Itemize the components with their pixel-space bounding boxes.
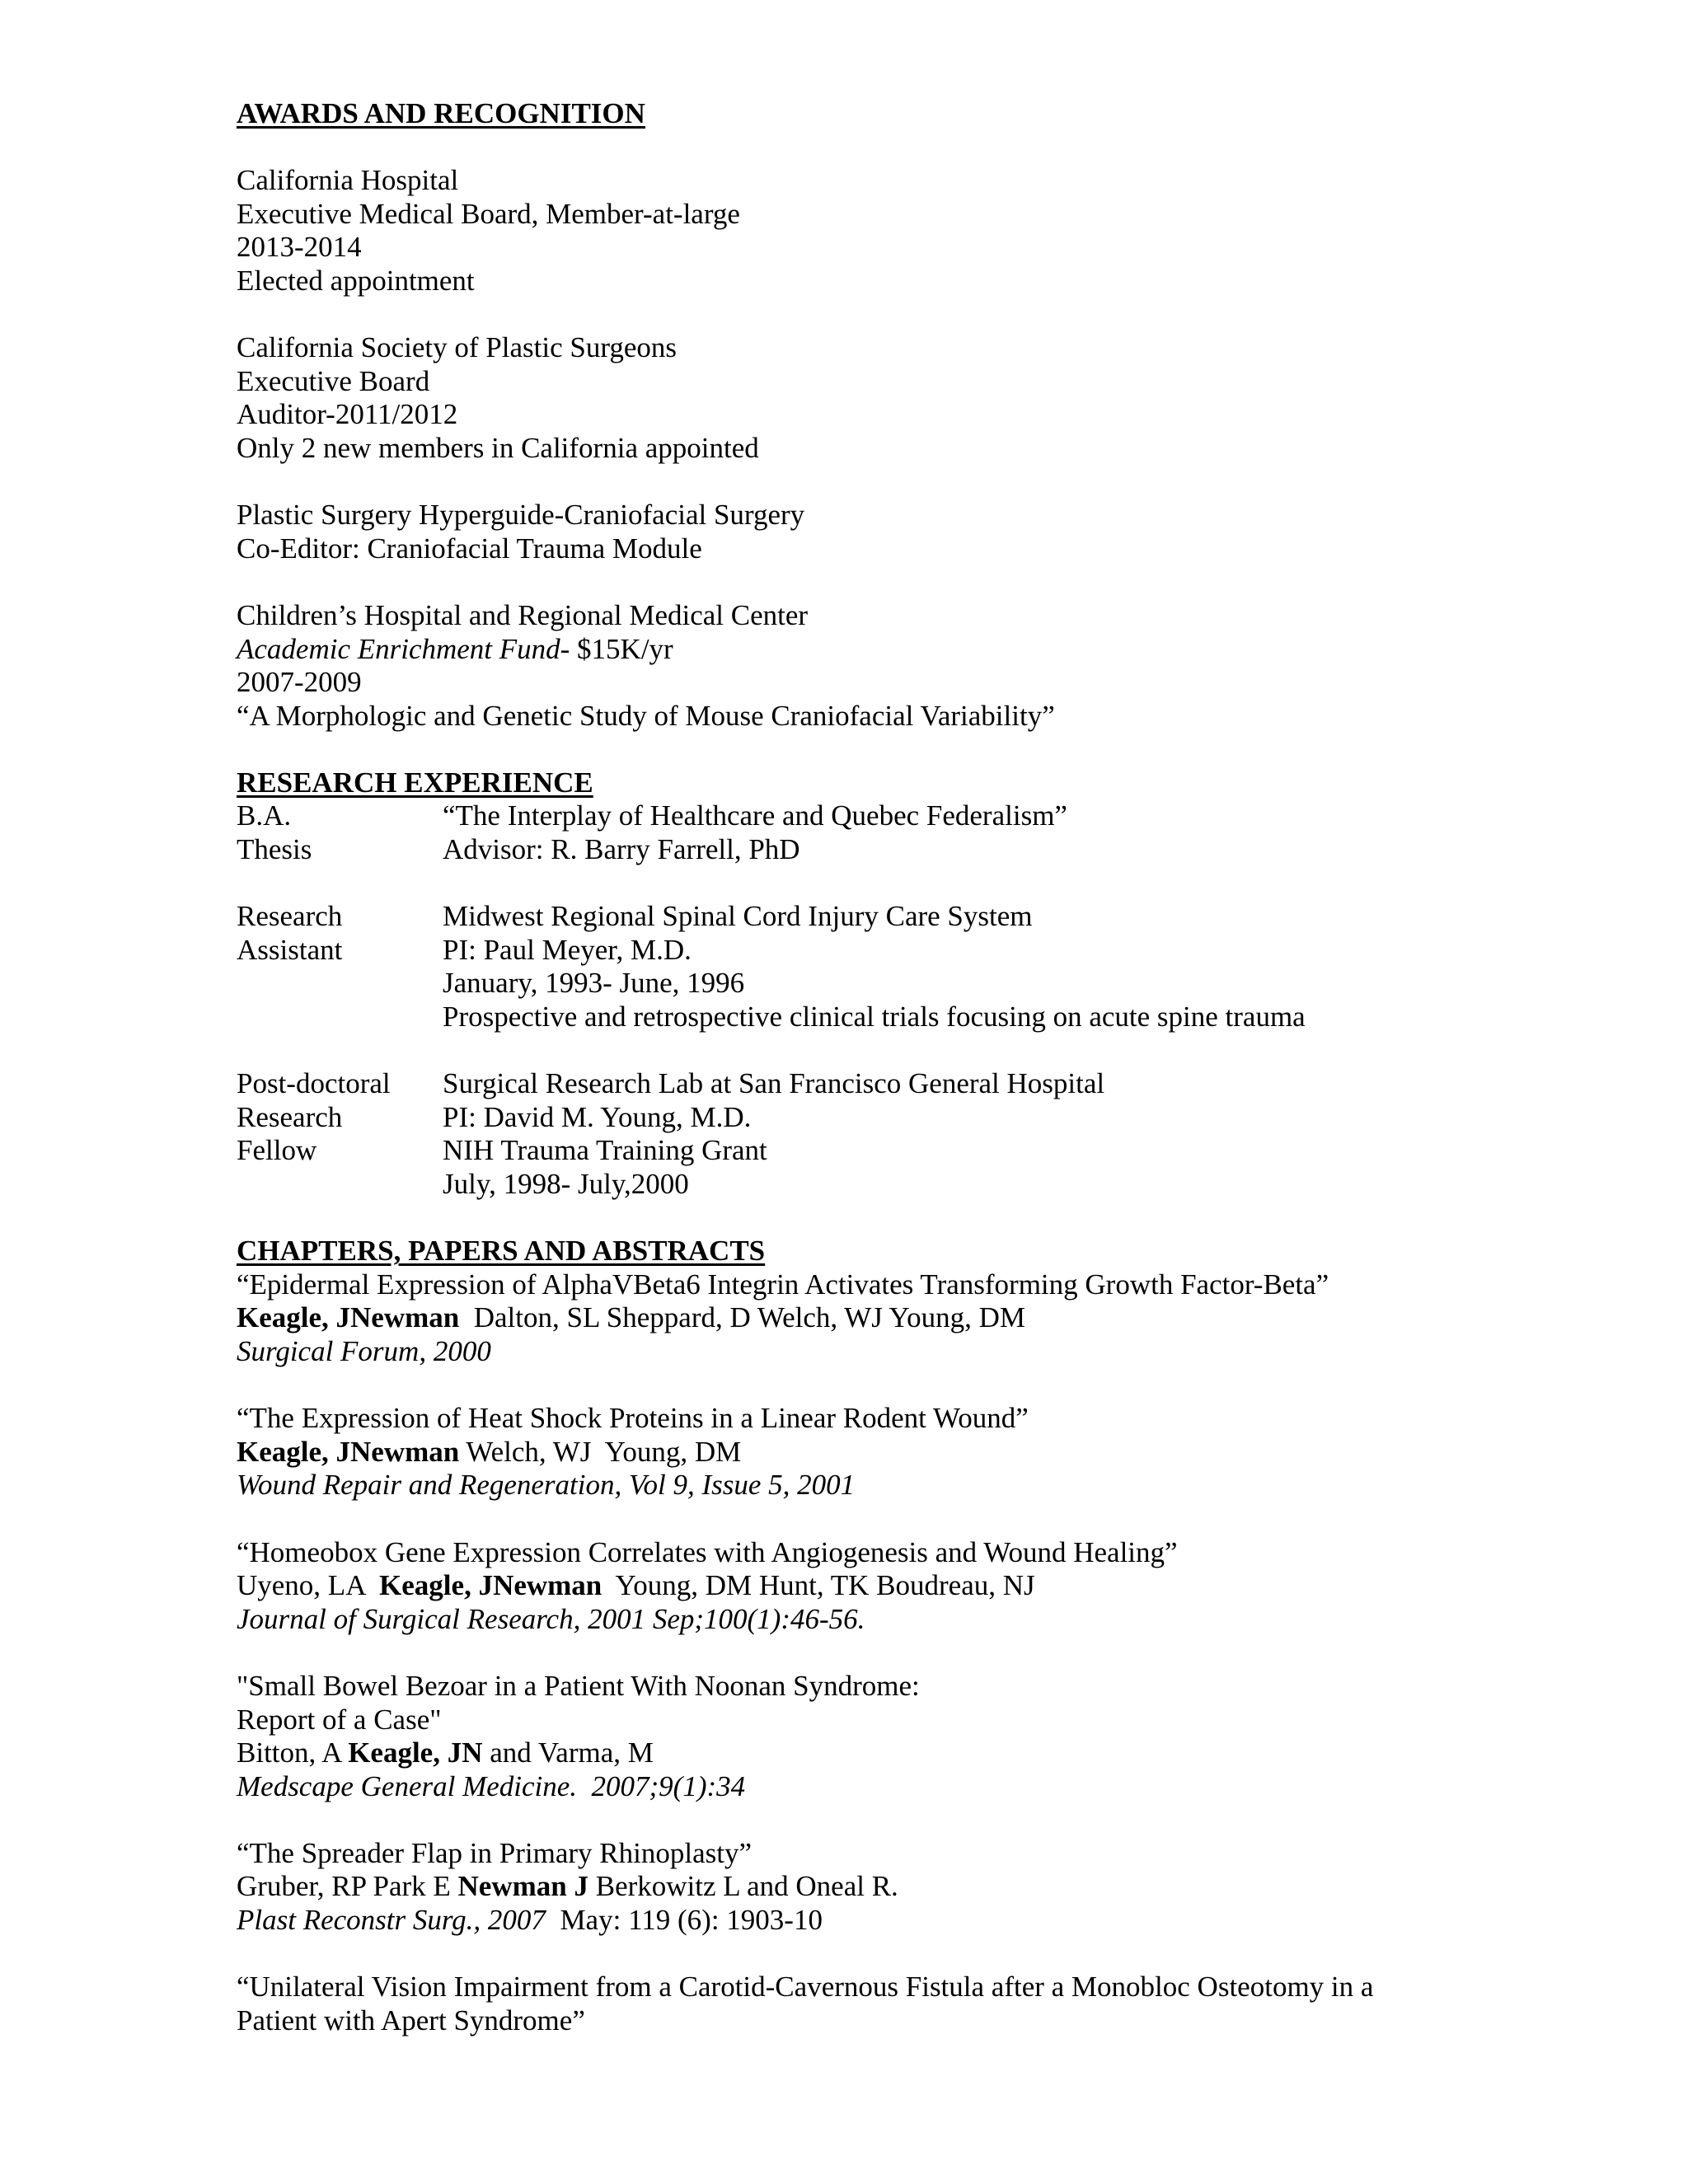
- research-value: Advisor: R. Barry Farrell, PhD: [443, 833, 800, 866]
- award-line: “A Morphologic and Genetic Study of Mouse Craniofacial Variability”: [237, 699, 1055, 732]
- paper-title: “The Expression of Heat Shock Proteins in a Linear Rodent Wound”: [237, 1402, 1029, 1435]
- authors-post: Berkowitz L and Oneal R.: [588, 1870, 898, 1903]
- research-label: [237, 967, 443, 1001]
- award-line: Only 2 new members in California appointed: [237, 431, 759, 464]
- paper-entry: [237, 1971, 1522, 2037]
- award-entry: [237, 499, 1522, 565]
- paper-journal: [237, 1335, 1522, 1369]
- research-entry: [237, 900, 1522, 1033]
- authors-post: Welch, WJ Young, DM: [459, 1435, 742, 1468]
- author-highlight: Keagle, JNewman: [237, 1435, 460, 1468]
- paper-entry: [237, 1402, 1522, 1502]
- award-line: California Hospital: [237, 164, 459, 197]
- research-value: PI: David M. Young, M.D.: [443, 1100, 752, 1133]
- section-heading-research: RESEARCH EXPERIENCE: [237, 766, 593, 799]
- paper-entry: [237, 1670, 1522, 1803]
- paper-journal: [237, 1770, 1522, 1804]
- paper-journal: [237, 1603, 1522, 1637]
- award-entry: [237, 599, 1522, 733]
- section-heading-awards: AWARDS AND RECOGNITION: [237, 97, 645, 129]
- fund-name: Academic Enrichment Fund: [237, 632, 560, 665]
- journal-name: Journal of Surgical Research, 2001 Sep;100(1):46-56.: [237, 1602, 865, 1635]
- research-row: [237, 1067, 1522, 1101]
- authors-post: and Varma, M: [482, 1736, 654, 1769]
- award-entry: [237, 331, 1522, 465]
- research-row: [237, 900, 1522, 934]
- research-value: July, 1998- July,2000: [443, 1168, 689, 1200]
- paper-entry: [237, 1536, 1522, 1637]
- research-entry: [237, 1067, 1522, 1201]
- authors-pre: Bitton, A: [237, 1736, 349, 1769]
- award-entry: [237, 164, 1522, 298]
- paper-authors: [237, 1569, 1522, 1603]
- research-label: Thesis: [237, 833, 312, 866]
- research-row: [237, 833, 1522, 867]
- research-entry: [237, 799, 1522, 866]
- journal-name: Plast Reconstr Surg., 2007: [237, 1904, 546, 1937]
- authors-post: Young, DM Hunt, TK Boudreau, NJ: [602, 1569, 1035, 1602]
- research-row: [237, 1134, 1522, 1168]
- award-line: Executive Medical Board, Member-at-large: [237, 197, 740, 230]
- research-row: [237, 934, 1522, 968]
- journal-name: Wound Repair and Regeneration, Vol 9, Issue 5, 2001: [237, 1469, 856, 1502]
- research-value: “The Interplay of Healthcare and Quebec Federalism”: [443, 799, 1067, 832]
- paper-authors: [237, 1301, 1522, 1335]
- award-fund-line: [237, 633, 1522, 667]
- fund-amount: - $15K/yr: [560, 632, 673, 665]
- research-label: [237, 1168, 443, 1202]
- cv-page: [237, 97, 1522, 2037]
- research-row: [237, 1168, 1522, 1202]
- research-label: Fellow: [237, 1134, 317, 1167]
- research-value: Surgical Research Lab at San Francisco General Hospital: [443, 1067, 1105, 1100]
- author-highlight: Newman J: [457, 1870, 588, 1903]
- paper-title-continued: Report of a Case": [237, 1703, 442, 1736]
- research-row: [237, 799, 1522, 833]
- paper-title-continued: Patient with Apert Syndrome”: [237, 2004, 585, 2036]
- research-value: NIH Trauma Training Grant: [443, 1134, 767, 1167]
- research-label: Post-doctoral: [237, 1067, 391, 1100]
- research-value: January, 1993- June, 1996: [443, 967, 745, 1000]
- award-line: Elected appointment: [237, 264, 475, 297]
- authors-post: Dalton, SL Sheppard, D Welch, WJ Young, DM: [459, 1301, 1026, 1334]
- section-heading-chapters: CHAPTERS, PAPERS AND ABSTRACTS: [237, 1235, 766, 1268]
- author-highlight: Keagle, JN: [348, 1736, 483, 1769]
- award-line: Auditor-2011/2012: [237, 398, 458, 431]
- award-line: Plastic Surgery Hyperguide-Craniofacial Surgery: [237, 499, 805, 532]
- paper-title: “Epidermal Expression of AlphaVBeta6 Integrin Activates Transforming Growth Factor-Beta”: [237, 1268, 1329, 1301]
- paper-journal: [237, 1469, 1522, 1502]
- paper-authors: [237, 1870, 1522, 1904]
- award-line: Co-Editor: Craniofacial Trauma Module: [237, 532, 702, 565]
- research-label: Research: [237, 1100, 343, 1133]
- journal-name: Surgical Forum, 2000: [237, 1334, 491, 1367]
- award-line: 2007-2009: [237, 666, 362, 699]
- award-line: 2013-2014: [237, 231, 362, 264]
- research-label: Assistant: [237, 933, 343, 966]
- paper-entry: [237, 1268, 1522, 1369]
- paper-entry: [237, 1837, 1522, 1938]
- research-value: Prospective and retrospective clinical trials focusing on acute spine trauma: [443, 1001, 1306, 1033]
- award-line: Children’s Hospital and Regional Medical Center: [237, 598, 809, 631]
- journal-name: Medscape General Medicine. 2007;9(1):34: [237, 1769, 746, 1802]
- paper-authors: [237, 1736, 1522, 1770]
- paper-journal: [237, 1904, 1522, 1938]
- paper-title: “Unilateral Vision Impairment from a Carotid-Cavernous Fistula after a Monobloc Osteotomy in a: [237, 1971, 1374, 2004]
- research-label: Research: [237, 900, 343, 933]
- research-row: [237, 967, 1522, 1001]
- award-line: California Society of Plastic Surgeons: [237, 331, 678, 364]
- award-line: Executive Board: [237, 364, 430, 397]
- research-value: Midwest Regional Spinal Cord Injury Care System: [443, 900, 1033, 933]
- paper-authors: [237, 1436, 1522, 1469]
- authors-pre: Uyeno, LA: [237, 1569, 380, 1602]
- paper-title: “The Spreader Flap in Primary Rhinoplasty”: [237, 1836, 752, 1869]
- research-label: B.A.: [237, 799, 292, 832]
- author-highlight: Keagle, JNewman: [379, 1569, 603, 1602]
- paper-title: “Homeobox Gene Expression Correlates with Angiogenesis and Wound Healing”: [237, 1535, 1178, 1568]
- research-value: PI: Paul Meyer, M.D.: [443, 933, 692, 966]
- authors-pre: Gruber, RP Park E: [237, 1870, 458, 1903]
- journal-detail: May: 119 (6): 1903-10: [545, 1904, 823, 1937]
- research-label: [237, 1001, 443, 1034]
- author-highlight: Keagle, JNewman: [237, 1301, 460, 1334]
- research-row: [237, 1101, 1522, 1135]
- research-row: [237, 1001, 1522, 1034]
- paper-title: "Small Bowel Bezoar in a Patient With Noonan Syndrome:: [237, 1669, 920, 1702]
